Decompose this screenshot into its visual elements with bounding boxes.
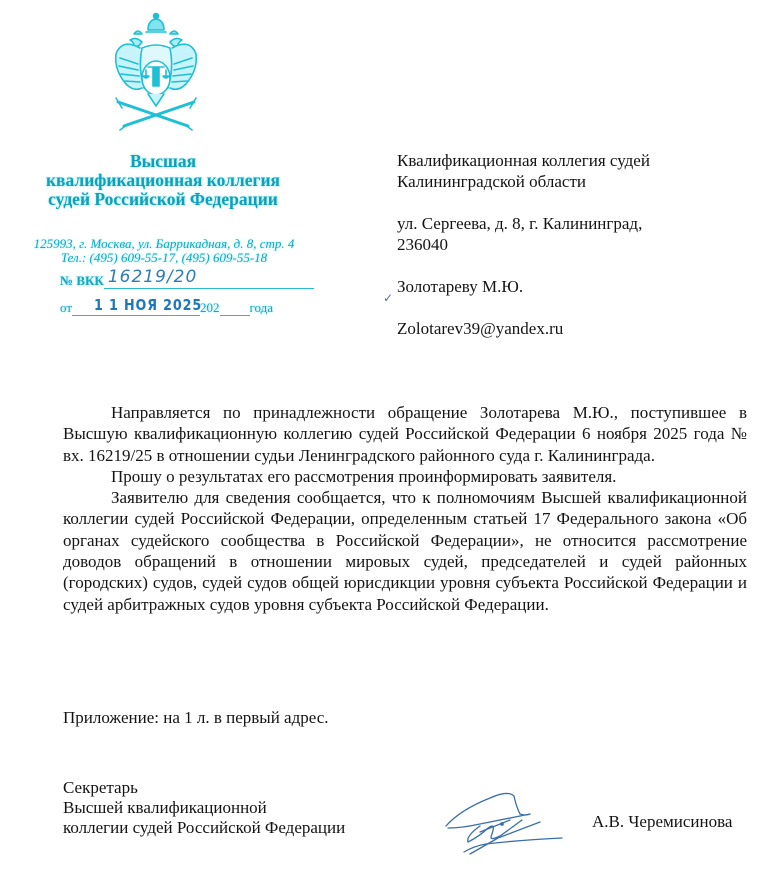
date-year-field <box>220 301 250 316</box>
date-prefix: от <box>60 300 73 315</box>
org-line: Высшая <box>129 151 197 171</box>
recipient-postcode: 236040 <box>397 235 448 254</box>
court-eagle-emblem-icon <box>108 8 204 132</box>
date-suffix: года <box>249 300 274 315</box>
registration-date <box>60 296 274 316</box>
signer-name: А.В. Черемисинова <box>592 812 733 831</box>
recipient-email[interactable]: Zolotarev39@yandex.ru <box>397 319 564 338</box>
check-mark-icon: ✓ <box>383 291 394 305</box>
reg-number-field <box>104 267 314 289</box>
date-field <box>72 296 203 316</box>
handwritten-signature-icon <box>440 770 580 860</box>
signer-title-line: Высшей квалификационной <box>63 798 267 817</box>
recipient-org-line: Квалификационная коллегия судей <box>397 151 650 170</box>
signer-title-line: Секретарь <box>63 778 138 797</box>
body-paragraph: Направляется по принадлежности обращение Золотарева М.Ю., поступившее в Высшую квалификационную коллегию судей Российской Федерации 6 ноября 2025 года № вх. 16219/25 в отношении судьи Ленинградского районного суда г. Калининграда. <box>63 403 747 465</box>
org-line: судей Российской Федерации <box>48 189 278 209</box>
date-stamp: 1 1 НОЯ 2025 <box>94 296 203 314</box>
signer-title-line: коллегии судей Российской Федерации <box>63 818 346 837</box>
recipient-address <box>397 213 650 255</box>
issuer-address <box>4 237 324 265</box>
body-paragraph: Заявителю для сведения сообщается, что к полномочиям Высшей квалификационной коллегии судей Российской Федерации, определенным статьей 17 Федерального закона «Об органах судейского сообщества в Российской Федерации», не относится рассмотрение доводов обращений в отношении мировых судей, председателей и судей районных (городских) судов, судей судов общей юрисдикции уровня субъекта Российской Федерации и судей арбитражных судов уровня субъекта Российской Федерации. <box>63 488 747 614</box>
recipient-organization <box>397 150 650 192</box>
org-line: квалификационная коллегия <box>45 170 281 190</box>
attachment-note: Приложение: на 1 л. в первый адрес. <box>63 708 329 727</box>
signer-title <box>63 778 345 838</box>
recipient-address-line: ул. Сергеева, д. 8, г. Калининград, <box>397 214 643 233</box>
recipient-org-line: Калининградской области <box>397 172 586 191</box>
letter-body <box>63 402 747 615</box>
address-line: 125993, г. Москва, ул. Баррикадная, д. 8, стр. 4 <box>33 236 295 251</box>
phone-line: Тел.: (495) 609-55-17, (495) 609-55-18 <box>60 250 268 265</box>
recipient-block <box>397 150 650 339</box>
reg-number-handwritten: 16219/20 <box>107 267 198 287</box>
reg-number-label: № ВКК <box>60 273 104 288</box>
recipient-person: Золотареву М.Ю. <box>397 277 524 296</box>
issuer-organization <box>20 152 306 209</box>
registration-number <box>60 267 314 289</box>
date-year-prefix: 202 <box>200 300 220 315</box>
body-paragraph: Прошу о результатах его рассмотрения проинформировать заявителя. <box>111 466 617 486</box>
